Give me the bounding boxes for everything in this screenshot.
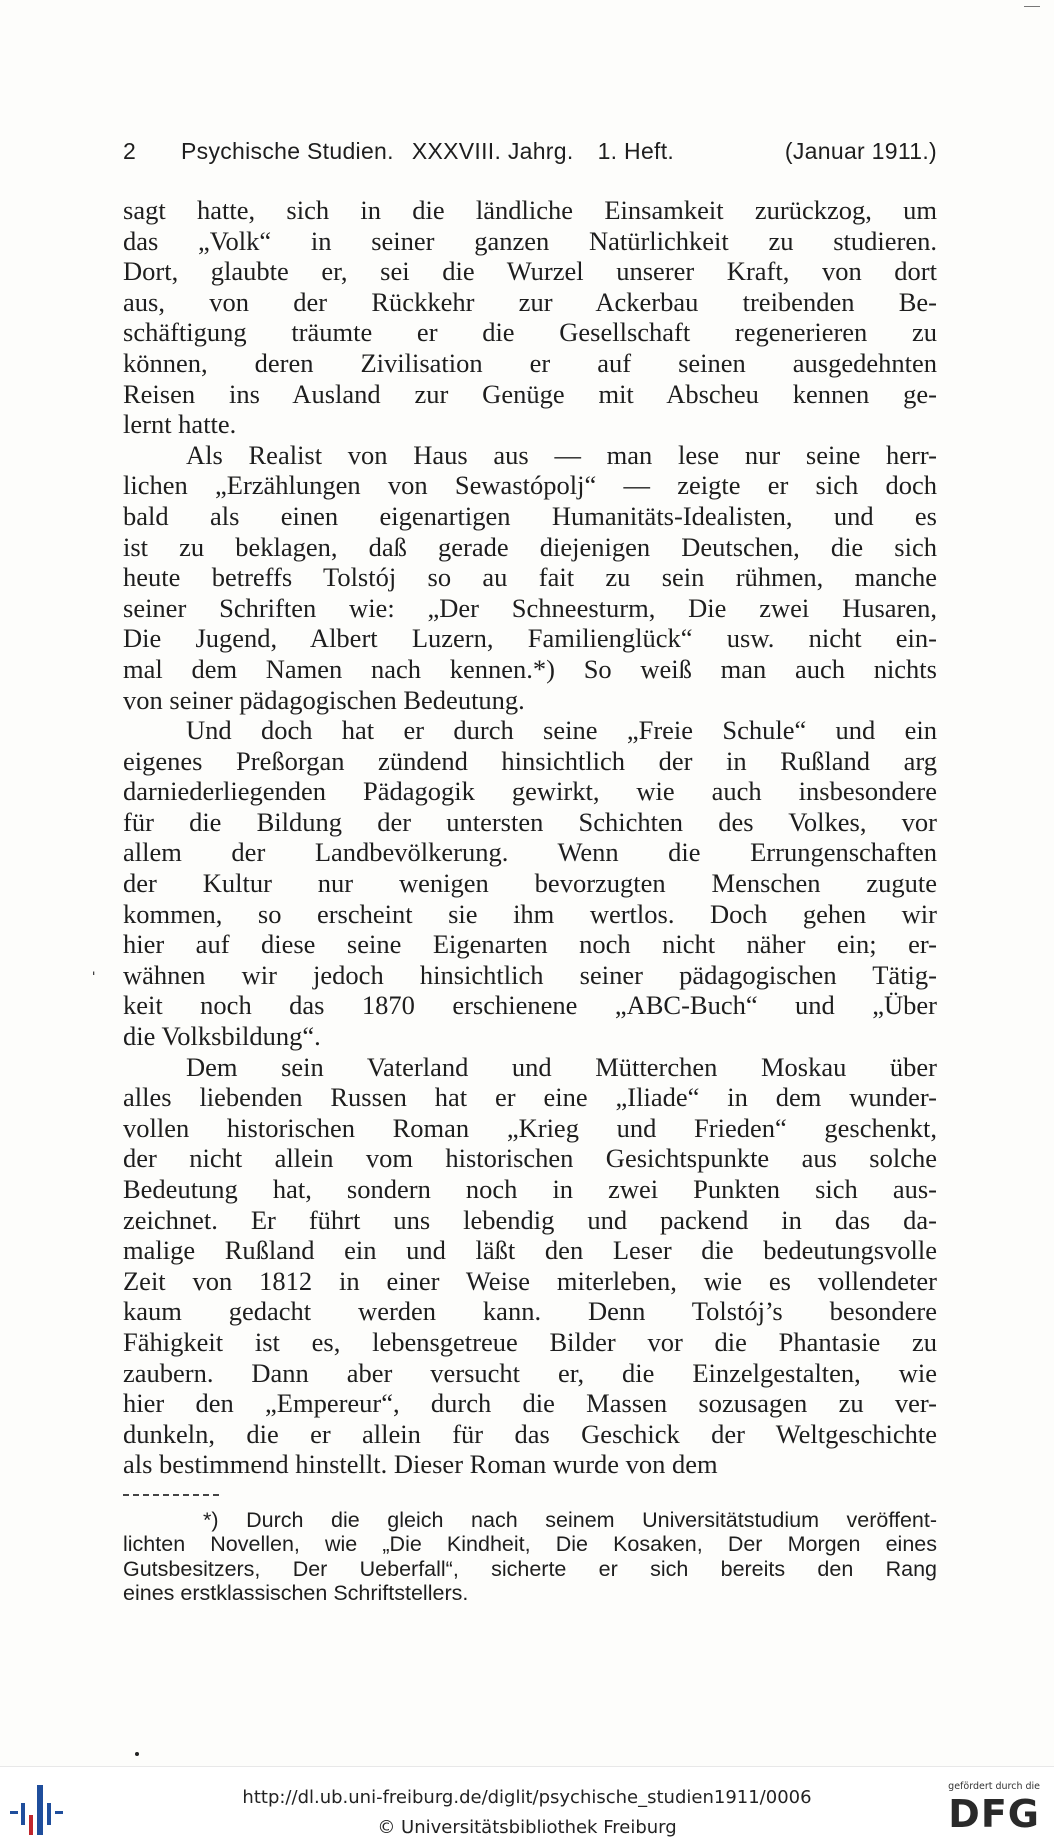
- text-line: hier auf diese seine Eigenarten noch nicht näher ein; er-: [123, 929, 937, 960]
- permalink-url[interactable]: http://dl.ub.uni-freiburg.de/diglit/psychische_studien1911/0006: [242, 1787, 812, 1808]
- text-line: kommen, so erscheint sie ihm wertlos. Doch gehen wir: [123, 898, 937, 929]
- journal-title: Psychische Studien.: [181, 138, 394, 164]
- text-line: bald als einen eigenartigen Humanitäts-Idealisten, und es: [123, 500, 937, 531]
- footnote-line: Gutsbesitzers, Der Ueberfall“, sicherte er sich bereits den Rang: [123, 1556, 937, 1581]
- text-line: mal dem Namen nach kennen.*) So weiß man auch nichts: [123, 653, 937, 684]
- text-line: hier den „Empereur“, durch die Massen sozusagen zu ver-: [123, 1388, 937, 1419]
- text-line: alles liebenden Russen hat er eine „Iliade“ in dem wunder-: [123, 1082, 937, 1113]
- volume-label: XXXVIII. Jahrg.: [411, 138, 574, 164]
- text-line: Und doch hat er durch seine „Freie Schule“ und ein: [186, 715, 937, 746]
- text-line: von seiner pädagogischen Bedeutung.: [123, 684, 525, 715]
- text-line: Dem sein Vaterland und Mütterchen Moskau über: [186, 1051, 937, 1082]
- viewer-footer: [0, 1766, 1054, 1847]
- dfg-logo: [930, 1781, 1040, 1841]
- issue-date: (Januar 1911.): [784, 138, 937, 164]
- text-line: seiner Schriften wie: „Der Schneesturm, Die zwei Husaren,: [123, 592, 937, 623]
- text-line: ist zu beklagen, daß gerade diejenigen Deutschen, die sich: [123, 531, 937, 562]
- text-line: keit noch das 1870 erschienene „ABC-Buch“ und „Über: [123, 990, 937, 1021]
- footnote-rule: [123, 1494, 219, 1496]
- copyright-notice: © Universitätsbibliothek Freiburg: [377, 1817, 677, 1838]
- text-line: heute betreffs Tolstój so au fait zu sein rühmen, manche: [123, 562, 937, 593]
- text-line: dunkeln, die er allein für das Geschick der Weltgeschichte: [123, 1418, 937, 1449]
- text-line: zeichnet. Er führt uns lebendig und packend in das da-: [123, 1204, 937, 1235]
- text-line: eigenes Preßorgan zündend hinsichtlich der in Rußland arg: [123, 745, 937, 776]
- text-line: wähnen wir jedoch hinsichtlich seiner pädagogischen Tätig-: [123, 959, 937, 990]
- text-line: zaubern. Dann aber versucht er, die Einzelgestalten, wie: [123, 1357, 937, 1388]
- footnote: [123, 1508, 937, 1606]
- footnote-line: *) Durch die gleich nach seinem Universitätstudium veröffent-: [203, 1508, 937, 1532]
- window-minimize-mark: [1024, 6, 1040, 7]
- text-line: die Volksbildung“.: [123, 1021, 321, 1052]
- text-line: allem der Landbevölkerung. Wenn die Errungenschaften: [123, 837, 937, 868]
- text-line: als bestimmend hinstellt. Dieser Roman wurde von dem: [123, 1449, 718, 1480]
- text-line: sagt hatte, sich in die ländliche Einsamkeit zurückzog, um: [123, 195, 937, 225]
- page-number: 2: [123, 138, 137, 164]
- text-line: Bedeutung hat, sondern noch in zwei Punkten sich aus-: [123, 1174, 937, 1204]
- text-line: der nicht allein vom historischen Gesichtspunkte aus solche: [123, 1143, 937, 1174]
- text-line: der Kultur nur wenigen bevorzugten Menschen zugute: [123, 868, 937, 899]
- footnote-line: eines erstklassischen Schriftstellers.: [123, 1581, 469, 1606]
- text-line: kaum gedacht werden kann. Denn Tolstój’s besondere: [123, 1296, 937, 1327]
- footnote-line: lichten Novellen, wie „Die Kindheit, Die Kosaken, Der Morgen eines: [123, 1532, 937, 1557]
- text-line: das „Volk“ in seiner ganzen Natürlichkeit zu studieren.: [123, 225, 937, 256]
- issue-label: 1. Heft.: [597, 138, 675, 164]
- text-line: Die Jugend, Albert Luzern, Familienglück“ usw. nicht ein-: [123, 623, 937, 654]
- funded-by-label: gefördert durch die: [948, 1781, 1040, 1792]
- scan-dot: [135, 1752, 139, 1756]
- text-line: Fähigkeit ist es, lebensgetreue Bilder vor die Phantasie zu: [123, 1326, 937, 1357]
- text-line: Als Realist von Haus aus — man lese nur seine herr-: [186, 439, 937, 470]
- text-line: schäftigung träumte er die Gesellschaft regenerieren zu: [123, 317, 937, 348]
- text-line: für die Bildung der untersten Schichten des Volkes, vor: [123, 806, 937, 837]
- text-line: lernt hatte.: [123, 409, 237, 440]
- text-line: vollen historischen Roman „Krieg und Frieden“ geschenkt,: [123, 1112, 937, 1143]
- margin-mark: ˌ: [90, 950, 98, 975]
- text-line: können, deren Zivilisation er auf seinen ausgedehnten: [123, 347, 937, 378]
- text-line: lichen „Erzählungen von Sewastópolj“ — zeigte er sich doch: [123, 470, 937, 501]
- text-line: Zeit von 1812 in einer Weise miterleben, wie es vollendeter: [123, 1265, 937, 1296]
- text-line: malige Rußland ein und läßt den Leser die bedeutungsvolle: [123, 1235, 937, 1266]
- dfg-wordmark: DFG: [948, 1792, 1040, 1836]
- text-line: darniederliegenden Pädagogik gewirkt, wie auch insbesondere: [123, 776, 937, 807]
- main-text: [123, 195, 937, 1480]
- text-line: Dort, glaubte er, sei die Wurzel unserer Kraft, von dort: [123, 256, 937, 287]
- text-line: Reisen ins Ausland zur Genüge mit Abscheu kennen ge-: [123, 378, 937, 409]
- running-header: [123, 138, 937, 165]
- text-line: aus, von der Rückkehr zur Ackerbau treibenden Be-: [123, 286, 937, 317]
